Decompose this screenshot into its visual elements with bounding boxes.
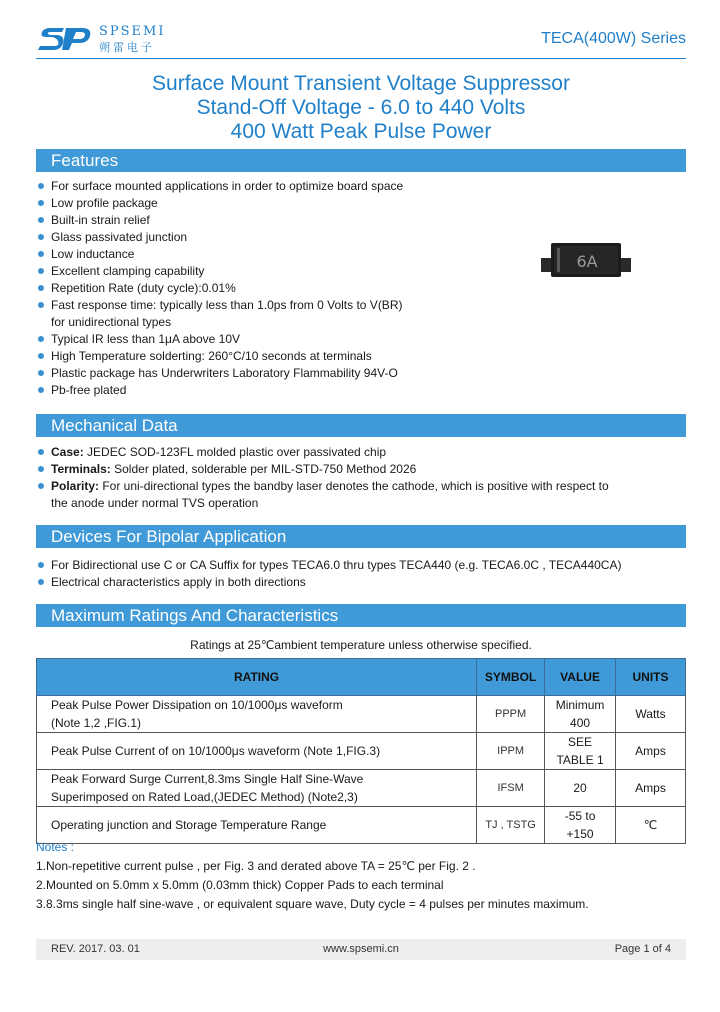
bipolar-list: [38, 557, 688, 591]
rating-text: (Note 1,2 ,FIG.1): [51, 716, 142, 730]
list-item-continuation: for unidirectional types: [51, 315, 172, 329]
table-row: [37, 733, 686, 770]
mechanical-list: [38, 444, 688, 512]
note-item: 1.Non-repetitive current pulse , per Fig. 3 and derated above TA = 25℃ per Fig. 2 .: [36, 859, 476, 873]
table-row: [37, 696, 686, 733]
rating-text: Peak Forward Surge Current,8.3ms Single Half Sine-Wave: [51, 772, 364, 786]
title-line-3: 400 Watt Peak Pulse Power: [230, 120, 492, 143]
value-text: 400: [570, 716, 591, 730]
rating-cell: [37, 696, 477, 733]
page-footer: [36, 939, 686, 960]
rating-text: Peak Pulse Current of on 10/1000μs waveform (Note 1,FIG.3): [51, 744, 381, 758]
list-item: Pb-free plated: [38, 382, 458, 399]
units-cell: Watts: [616, 696, 686, 733]
note-item: 3.8.3ms single half sine-wave , or equivalent square wave, Duty cycle = 4 pulses per minutes maximum.: [36, 897, 589, 911]
header-rule: [36, 58, 686, 59]
ratings-heading: Maximum Ratings And Characteristics: [36, 604, 686, 627]
rating-text: Superimposed on Rated Load,(JEDEC Method) (Note2,3): [51, 790, 358, 804]
list-item: Low profile package: [38, 195, 458, 212]
notes-title: Notes :: [36, 840, 75, 854]
list-item: Electrical characteristics apply in both directions: [38, 574, 688, 591]
column-header: RATING: [37, 659, 477, 696]
title-line-1: Surface Mount Transient Voltage Suppressor: [152, 72, 570, 95]
symbol-cell: IFSM: [477, 770, 545, 807]
terminals-label: Terminals:: [51, 462, 111, 476]
page-header: [36, 18, 686, 58]
series-title: TECA(400W) Series: [541, 30, 686, 47]
symbol-cell: TJ , TSTG: [477, 807, 545, 844]
list-item: Built-in strain relief: [38, 212, 458, 229]
revision-date: REV. 2017. 03. 01: [51, 943, 140, 955]
value-cell: [545, 770, 616, 807]
case-text: JEDEC SOD-123FL molded plastic over passivated chip: [83, 445, 387, 459]
list-item: Typical IR less than 1μA above 10V: [38, 331, 458, 348]
spsemi-logo-icon: [36, 26, 96, 52]
column-header: UNITS: [616, 659, 686, 696]
list-item: Glass passivated junction: [38, 229, 458, 246]
case-label: Case:: [51, 445, 84, 459]
chip-marking: 6A: [576, 252, 598, 271]
list-item: For surface mounted applications in order to optimize board space: [38, 178, 458, 195]
package-image: [541, 240, 631, 280]
units-cell: ℃: [616, 807, 686, 844]
features-list: [38, 178, 458, 399]
value-text: SEE: [568, 735, 593, 749]
rating-cell: [37, 770, 477, 807]
value-text: -55 to: [564, 809, 596, 823]
list-item-continuation: the anode under normal TVS operation: [51, 496, 259, 510]
column-header: SYMBOL: [477, 659, 545, 696]
value-text: TABLE 1: [556, 753, 604, 767]
list-item: [38, 461, 688, 478]
features-heading: Features: [36, 149, 686, 172]
brand-name-cn: 朔雷电子: [99, 41, 155, 54]
value-text: Minimum: [555, 698, 605, 712]
page-number: Page 1 of 4: [614, 943, 671, 955]
column-header: VALUE: [545, 659, 616, 696]
value-text: 20: [573, 781, 587, 795]
terminals-text: Solder plated, solderable per MIL-STD-750 Method 2026: [110, 462, 417, 476]
polarity-label: Polarity:: [51, 479, 100, 493]
rating-text: Peak Pulse Power Dissipation on 10/1000μs waveform: [51, 698, 343, 712]
website-link[interactable]: www.spsemi.cn: [323, 943, 399, 955]
list-item: Repetition Rate (duty cycle):0.01%: [38, 280, 458, 297]
table-header-row: [37, 659, 686, 696]
symbol-cell: IPPM: [477, 733, 545, 770]
mechanical-heading: Mechanical Data: [36, 414, 686, 437]
note-item: 2.Mounted on 5.0mm x 5.0mm (0.03mm thick) Copper Pads to each terminal: [36, 878, 444, 892]
value-text: +150: [566, 827, 594, 841]
title-line-2: Stand-Off Voltage - 6.0 to 440 Volts: [196, 96, 526, 119]
list-item: [38, 478, 688, 495]
polarity-text: For uni-directional types the bandby laser denotes the cathode, which is positive with respect to: [99, 479, 609, 493]
table-row: [37, 770, 686, 807]
symbol-cell: PPPM: [477, 696, 545, 733]
units-cell: Amps: [616, 733, 686, 770]
list-item: Excellent clamping capability: [38, 263, 458, 280]
sod123fl-package-icon: [541, 240, 631, 280]
rating-cell: [37, 733, 477, 770]
brand-name: SPSEMI: [99, 24, 166, 39]
rating-text: Operating junction and Storage Temperature Range: [51, 818, 327, 832]
notes-block: [36, 838, 589, 914]
value-cell: [545, 733, 616, 770]
list-item: Low inductance: [38, 246, 458, 263]
value-cell: [545, 696, 616, 733]
ratings-condition: Ratings at 25℃ambient temperature unless otherwise specified.: [190, 638, 532, 652]
units-cell: Amps: [616, 770, 686, 807]
ratings-table: [36, 658, 686, 844]
list-item: For Bidirectional use C or CA Suffix for types TECA6.0 thru types TECA440 (e.g. TECA6.0C , TECA440CA): [38, 557, 688, 574]
list-item: High Temperature solderting: 260°C/10 seconds at terminals: [38, 348, 458, 365]
bipolar-heading: Devices For Bipolar Application: [36, 525, 686, 548]
list-item: Fast response time: typically less than 1.0ps from 0 Volts to V(BR): [38, 297, 458, 314]
list-item: [38, 444, 688, 461]
list-item: Plastic package has Underwriters Laboratory Flammability 94V-O: [38, 365, 458, 382]
